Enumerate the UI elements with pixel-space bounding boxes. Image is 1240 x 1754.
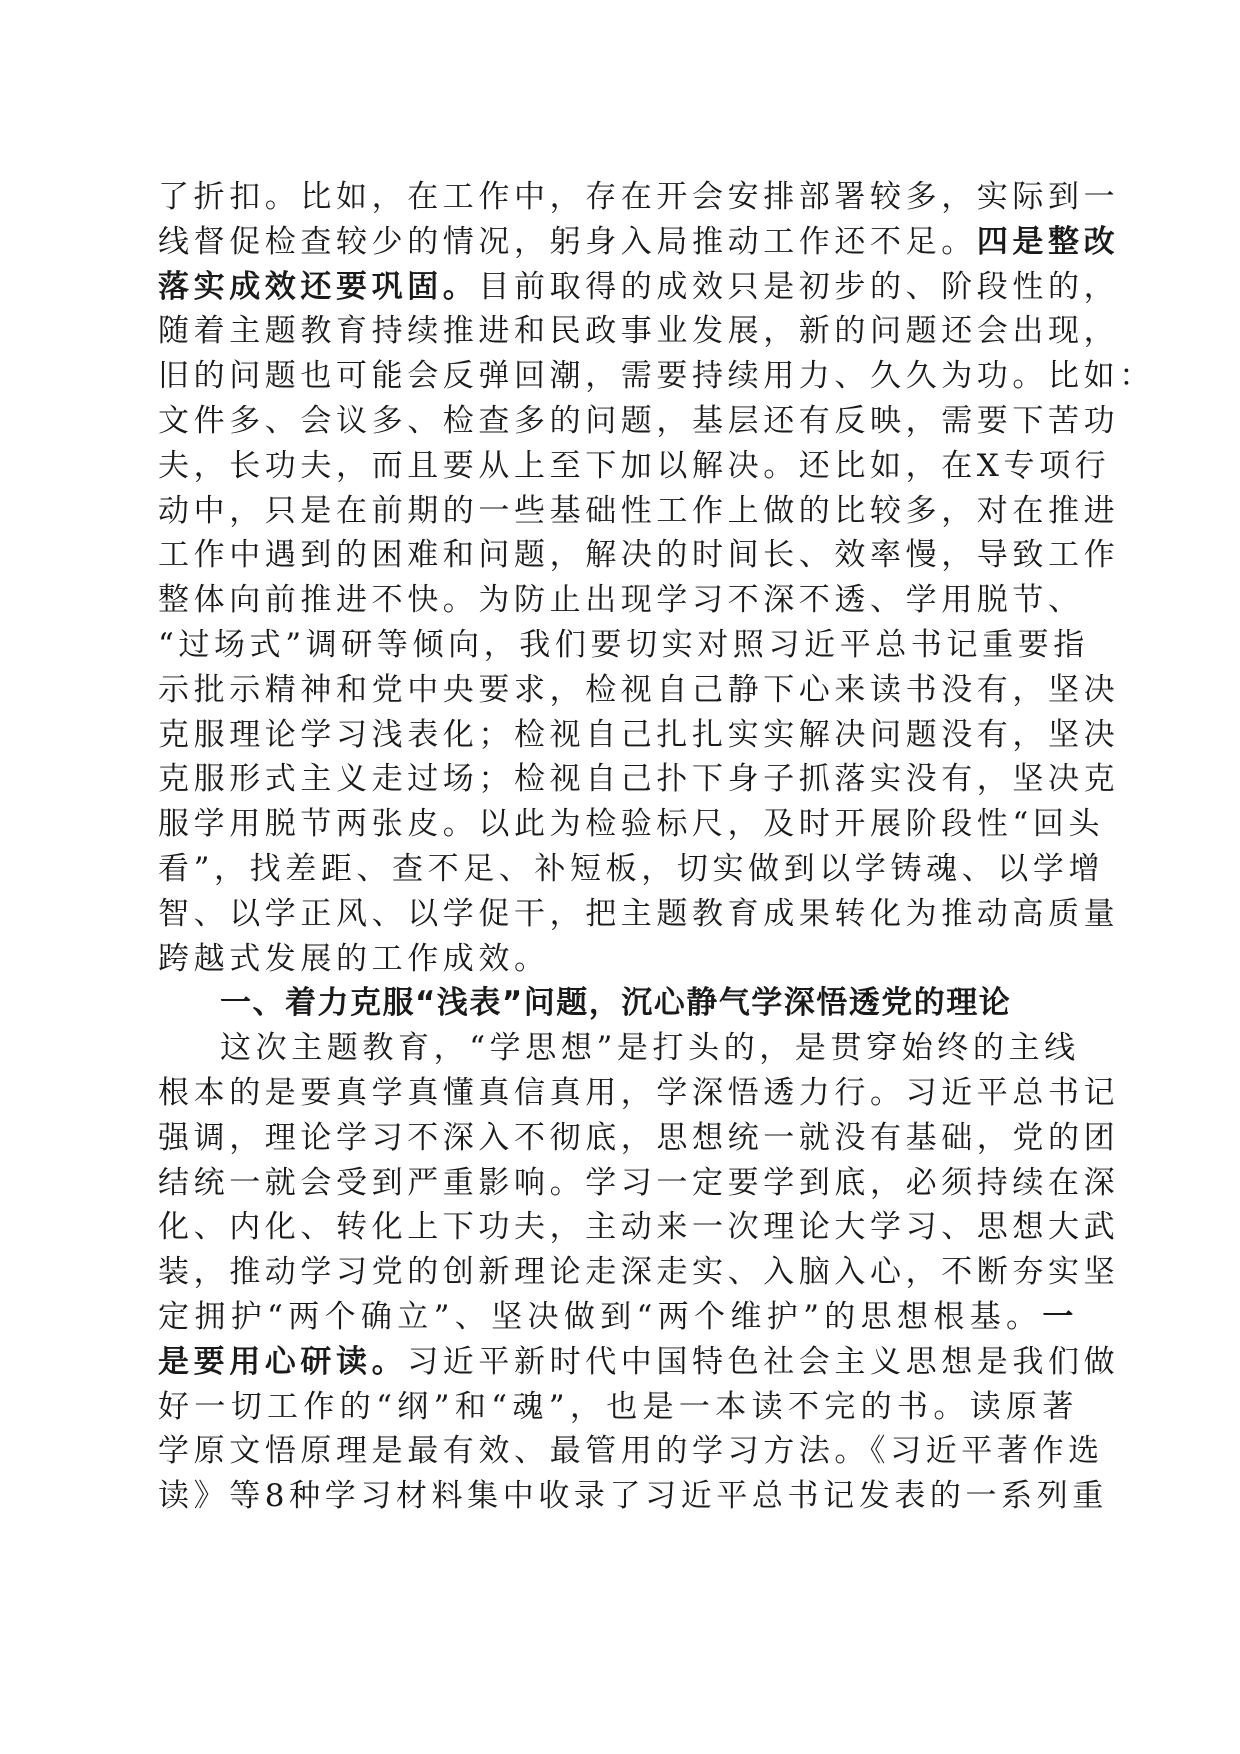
text-line xyxy=(158,1340,1120,1385)
text-line xyxy=(158,1295,1078,1340)
text-line: 克服理论学习浅表化；检视自己扎扎实实解决问题没有，坚决 xyxy=(158,716,1120,753)
text-run: 目前取得的成效只是初步的、阶段性的， xyxy=(478,268,1120,305)
section-heading: 一、着力克服“浅表”问题，沉心静气学深悟透党的理论 xyxy=(220,985,1012,1022)
text-line: 整体向前推进不快。为防止出现学习不深不透、学用脱节、 xyxy=(158,582,1084,619)
bold-lead-phrase: 四是整改 xyxy=(976,223,1120,260)
text-run: 习近平新时代中国特色社会主义思想是我们做 xyxy=(407,1343,1120,1380)
text-line: 文件多、会议多、检查多的问题，基层还有反映，需要下苦功 xyxy=(158,402,1120,439)
text-line: 好一切工作的“纲”和“魂”，也是一本读不完的书。读原著 xyxy=(158,1388,1078,1425)
text-line: 结统一就会受到严重影响。学习一定要学到底，必须持续在深 xyxy=(158,1164,1120,1201)
text-line xyxy=(158,265,1120,310)
text-run: 定拥护“两个确立”、坚决做到“两个维护”的思想根基。 xyxy=(158,1298,1043,1335)
text-line: 随着主题教育持续推进和民政事业发展，新的问题还会出现， xyxy=(158,313,1120,350)
text-line: 克服形式主义走过场；检视自己扑下身子抓落实没有，坚决克 xyxy=(158,761,1120,798)
text-line: 旧的问题也可能会反弹回潮，需要持续用力、久久为功。比如： xyxy=(158,358,1155,395)
text-line: 了折扣。比如，在工作中，存在开会安排部署较多，实际到一 xyxy=(158,179,1120,215)
text-line: “过场式”调研等倾向，我们要切实对照习近平总书记重要指 xyxy=(158,626,1089,663)
text-line: 根本的是要真学真懂真信真用，学深悟透力行。习近平总书记 xyxy=(158,1074,1120,1111)
paragraph-study-theory xyxy=(158,1026,1120,1519)
text-line: 示批示精神和党中央要求，检视自己静下心来读书没有，坚决 xyxy=(158,671,1120,708)
text-line xyxy=(158,220,1120,265)
document-page xyxy=(158,175,1155,1519)
text-line: 夫，长功夫，而且要从上至下加以解决。还比如，在X专项行 xyxy=(158,447,1111,484)
text-line: 跨越式发展的工作成效。 xyxy=(158,940,550,977)
text-run: 线督促检查较少的情况，躬身入局推动工作还不足。 xyxy=(158,223,977,260)
text-line: 读》等8种学习材料集中收录了习近平总书记发表的一系列重 xyxy=(158,1478,1108,1515)
text-line: 化、内化、转化上下功夫，主动来一次理论大学习、思想大武 xyxy=(158,1209,1120,1246)
bold-lead-phrase: 落实成效还要巩固。 xyxy=(158,268,479,305)
text-line: 这次主题教育，“学思想”是打头的，是贯穿始终的主线 xyxy=(220,1030,1080,1067)
text-line: 动中，只是在前期的一些基础性工作上做的比较多，对在推进 xyxy=(158,492,1120,529)
text-line: 装，推动学习党的创新理论走深走实、入脑入心，不断夯实坚 xyxy=(158,1254,1120,1291)
text-line: 看”，找差距、查不足、补短板，切实做到以学铸魂、以学增 xyxy=(158,850,1105,887)
bold-lead-phrase: 是要用心研读。 xyxy=(158,1343,408,1380)
paragraph-rectification xyxy=(158,175,1155,981)
bold-lead-phrase: 一 xyxy=(1042,1298,1078,1335)
text-line: 智、以学正风、以学促干，把主题教育成果转化为推动高质量 xyxy=(158,895,1120,932)
text-line: 工作中遇到的困难和问题，解决的时间长、效率慢，导致工作 xyxy=(158,537,1120,574)
text-line: 服学用脱节两张皮。以此为检验标尺，及时开展阶段性“回头 xyxy=(158,806,1105,843)
text-line: 强调，理论学习不深入不彻底，思想统一就没有基础，党的团 xyxy=(158,1119,1120,1156)
text-line: 学原文悟原理是最有效、最管用的学习方法。《习近平著作选 xyxy=(158,1433,1104,1470)
